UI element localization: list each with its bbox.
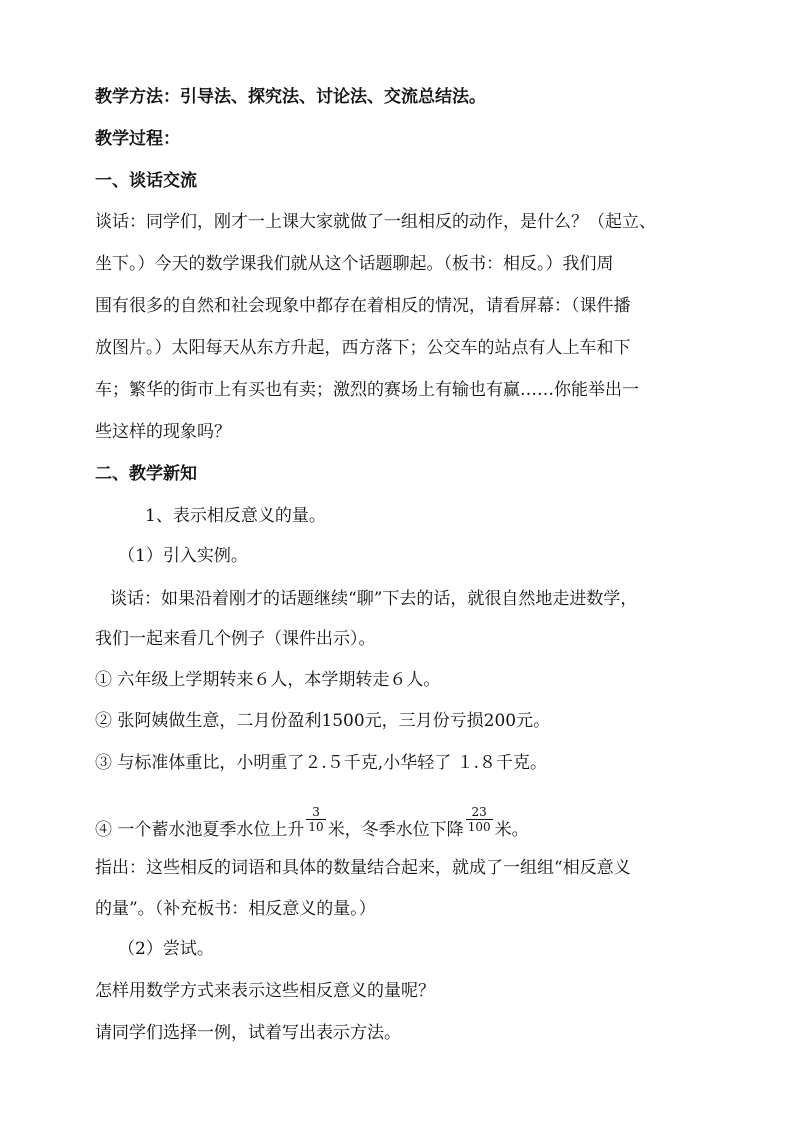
question-line-1: 怎样用数学方式来表示这些相反意义的量呢？ (95, 981, 435, 1001)
fraction-summer-denominator: 10 (308, 820, 324, 834)
example-4-part-a: ④ 一个蓄水池夏季水位上升 (95, 820, 305, 840)
paragraph-1-line-3: 围有很多的自然和社会现象中都存在着相反的情况，请看屏幕：（课件播 (95, 296, 631, 316)
question-line-2: 请同学们选择一例，试着写出表示方法。 (95, 1023, 401, 1043)
paragraph-3-line-2: 的量”。（补充板书：相反意义的量。） (95, 899, 376, 919)
paragraph-1-line-6: 些这样的现象吗？ (95, 422, 231, 442)
paragraph-2-line-2: 我们一起来看几个例子（课件出示）。 (95, 629, 376, 649)
example-4-part-b: 米，冬季水位下降 (327, 820, 464, 840)
paragraph-3-line-1: 指出：这些相反的词语和具体的数量结合起来，就成了一组组“相反意义 (95, 858, 631, 878)
section-1-heading: 一、谈话交流 (95, 171, 197, 191)
fraction-summer-rise (306, 805, 325, 834)
example-4 (95, 805, 529, 845)
paragraph-2-line-1: 谈话：如果沿着刚才的话题继续“聊”下去的话，就很自然地走进数学， (110, 589, 638, 609)
paragraph-1-line-1: 谈话：同学们，刚才一上课大家就做了一组相反的动作，是什么？（起立、 (95, 212, 656, 232)
example-3: ③ 与标准体重比，小明重了２.５千克,小华轻了 １.８千克。 (95, 753, 548, 773)
section-2-heading: 二、教学新知 (95, 464, 197, 484)
step-1-title: （1）引入实例。 (118, 546, 248, 566)
paragraph-1-line-2: 坐下。）今天的数学课我们就从这个话题聊起。（板书：相反。）我们周 (95, 254, 614, 274)
teaching-methods-line: 教学方法：引导法、探究法、讨论法、交流总结法。 (95, 87, 486, 107)
paragraph-1-line-4: 放图片。）太阳每天从东方升起，西方落下；公交车的站点有人上车和下 (95, 338, 631, 358)
teaching-process-heading: 教学过程： (95, 129, 180, 149)
step-2-title: （2）尝试。 (118, 939, 214, 959)
fraction-winter-drop (466, 805, 493, 834)
fraction-summer-numerator: 3 (306, 805, 325, 820)
example-4-part-c: 米。 (494, 820, 529, 840)
subsection-1-title: 1、表示相反意义的量。 (145, 506, 326, 526)
example-2: ② 张阿姨做生意，二月份盈利1500元，三月份亏损200元。 (95, 711, 551, 731)
fraction-winter-denominator: 100 (467, 820, 491, 834)
fraction-winter-numerator: 23 (466, 805, 493, 820)
paragraph-1-line-5: 车；繁华的街市上有买也有卖；激烈的赛场上有输也有赢……你能举出一 (95, 380, 639, 400)
example-1: ① 六年级上学期转来６人，本学期转走６人。 (95, 670, 441, 690)
